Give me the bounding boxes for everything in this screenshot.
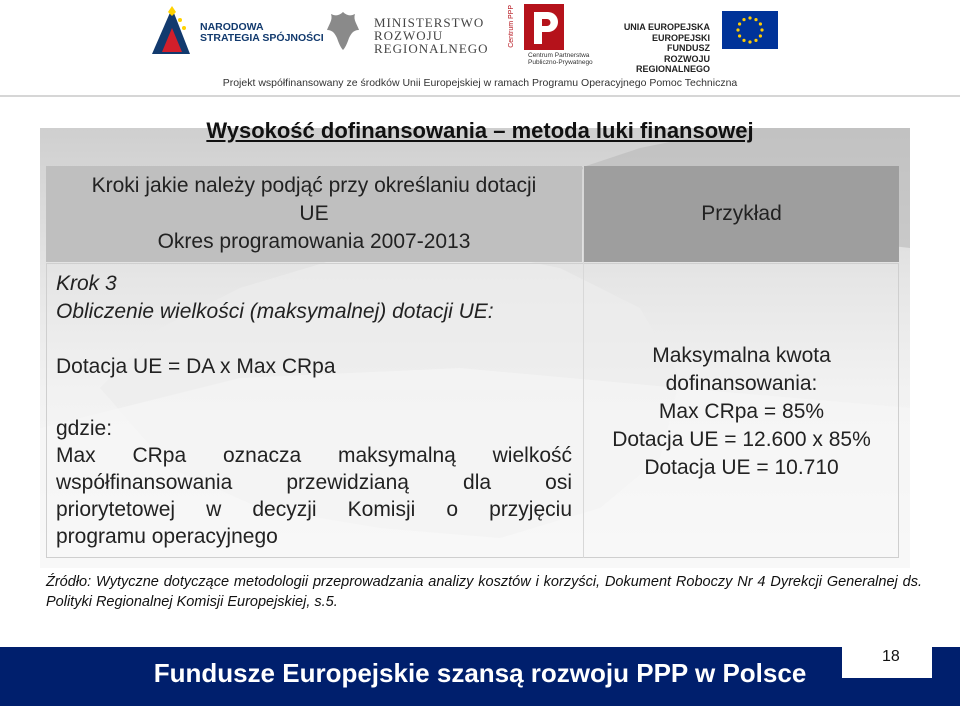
ppp-logo-side-text: Centrum PPP [508, 5, 515, 48]
definition-block [56, 415, 572, 550]
example-header: Przykład [701, 202, 782, 225]
example-line: Dotacja UE = 10.710 [644, 456, 839, 479]
steps-header [46, 172, 582, 256]
definition-label: gdzie: [56, 417, 113, 440]
example-block [584, 342, 899, 482]
nss-logo-icon [150, 6, 192, 56]
definition-line: priorytetowej w decyzji Komisji o przyjęciu [56, 498, 572, 521]
mrr-logo-text: MINISTERSTWO ROZWOJU REGIONALNEGO [374, 15, 489, 56]
eu-flag-icon [722, 11, 778, 49]
slide-title: Wysokość dofinansowania – metoda luki finansowej [206, 118, 754, 143]
example-line: Maksymalna kwota [652, 344, 831, 367]
header-divider [0, 95, 960, 97]
example-line: Max CRpa = 85% [658, 400, 825, 423]
definition-line: współfinansowania przewidzianą dla osi [56, 471, 572, 494]
ppp-logo-caption: Centrum Partnerstwa Publiczno-Prywatnego [528, 52, 593, 66]
formula: Dotacja UE = DA x Max CRpa [56, 355, 336, 378]
steps-header-line: UE [299, 202, 329, 225]
page-number-box [842, 640, 932, 678]
step-heading [56, 270, 494, 326]
steps-header-line: Okres programowania 2007-2013 [157, 230, 471, 253]
page-number: 18 [882, 648, 900, 665]
example-line: dofinansowania: [665, 372, 818, 395]
source-note: Źródło: Wytyczne dotyczące metodologii przeprowadzania analizy kosztów i korzyści, Dokument Roboczy Nr 4 Dyrekcji Generalnej ds. Polityki Regionalnej Komisji Europejskiej, s.5. [46, 574, 922, 610]
logo-bar [0, 0, 960, 72]
footer-slogan: Fundusze Europejskie szansą rozwoju PPP w Polsce [153, 658, 807, 688]
step-subtitle: Obliczenie wielkości (maksymalnej) dotacji UE: [56, 300, 494, 323]
project-cofinancing-note: Projekt współfinansowany ze środków Unii Europejskiej w ramach Programu Operacyjnego Pomoc Techniczna [222, 77, 738, 89]
step-title: Krok 3 [56, 272, 117, 295]
example-line: Dotacja UE = 12.600 x 85% [612, 428, 871, 451]
definition-line: Max CRpa oznacza maksymalną wielkość [56, 444, 572, 467]
eagle-emblem-icon [325, 8, 361, 52]
steps-header-line: Kroki jakie należy podjąć przy określaniu dotacji [91, 174, 537, 197]
nss-logo-text: NARODOWA STRATEGIA SPÓJNOŚCI [200, 21, 324, 44]
eu-logo-text: UNIA EUROPEJSKA EUROPEJSKI FUNDUSZ ROZWOJU REGIONALNEGO [623, 22, 710, 74]
definition-line: programu operacyjnego [56, 525, 278, 548]
